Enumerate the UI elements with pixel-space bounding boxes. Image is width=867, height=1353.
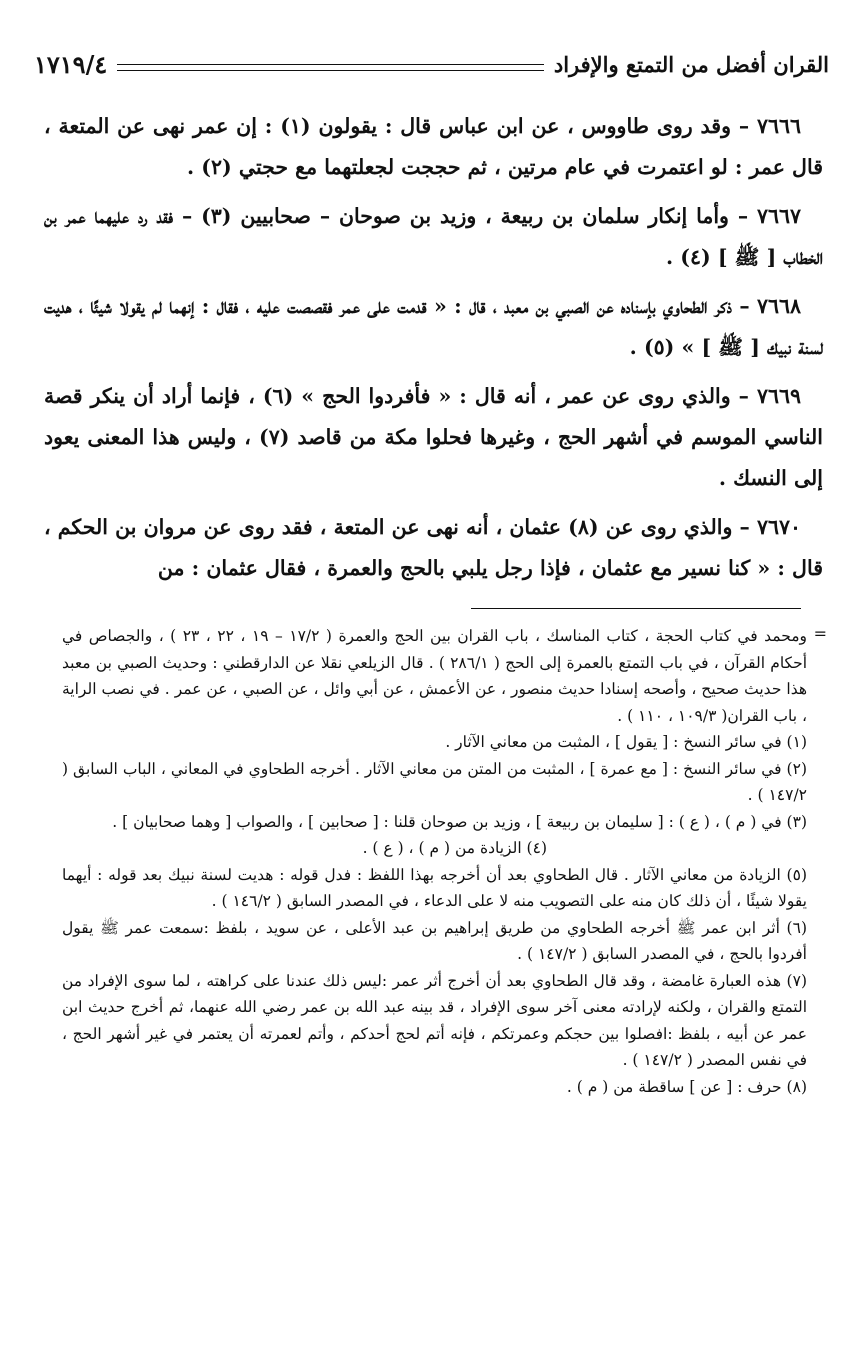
footnote-8: (٨) حرف : [ عن ] ساقطة من ( م ) . <box>566 1077 807 1096</box>
footnote-6: (٦) أثر ابن عمر ﷺ أخرجه الطحاوي من طريق إبراهيم بن عبد الأعلى ، عن سويد ، بلفظ :سمعت عمر ﷺ يقول أفردوا بالحج ، في المصدر السابق ( ١٤٧/٢ ) . <box>62 918 807 963</box>
footnote-separator <box>471 608 801 609</box>
page-header <box>34 44 829 84</box>
footnote-4: (٤) الزيادة من ( م ) ، ( ع ) . <box>362 839 547 857</box>
main-text <box>44 106 823 597</box>
footnote-continuation-mark: = <box>813 624 827 643</box>
footnote-3: (٣) في ( م ) ، ( ع ) : [ سليمان بن ربيعة ] ، وزيد بن صوحان قلنا : [ صحابين ] ، والصواب [ وهما صحابيان ] . <box>112 812 807 831</box>
page-number: ١٧١٩/٤ <box>34 49 108 79</box>
running-title: القران أفضل من التمتع والإفراد <box>553 51 829 77</box>
footnote-7: (٧) هذه العبارة غامضة ، وقد قال الطحاوي بعد أن أخرج أثر عمر :ليس ذلك عندنا على كراهته ، لما سوى الإفراد من التمتع والقران ، ولكنه لإرادته معنى آخر سوى الإفراد ، قد بينه عبد الله بن عمر رضي الله عنهما، ثم أخرج حديث ابن عمر عن أبيه ، بلفظ :افصلوا بين حجكم وعمرتكم ، فإنه أتم لحج أحدكم ، وأتم لعمرته أن يعتمر في غير أشهر الحج ، في نفس المصدر ( ١٤٧/٢ ) . <box>62 971 807 1069</box>
footnote-continued: ومحمد في كتاب الحجة ، كتاب المناسك ، باب القران بين الحج والعمرة ( ١٧/٢ – ١٩ ، ٢٢ ، ٢٣ ) ، والجصاص في أحكام القرآن ، في باب التمتع بالعمرة إلى الحج ( ٢٨٦/١ ) . قال الزيلعي نقلا عن الدارقطني : وحديث الصبي بن معبد هذا حديث صحيح ، وأصحه إسنادا حديث منصور ، عن الأعمش ، عن أبي وائل ، عن الصبي ، عن عمر . في نصب الراية ، باب القران( ١٠٩/٣ ، ١١٠ ) . <box>62 627 808 725</box>
paragraph-7669: ٧٦٦٩ – والذي روى عن عمر ، أنه قال : « فأفردوا الحج » (٦) ، فإنما أراد أن ينكر قصة الناسي الموسم في أشهر الحج ، وغيرها فحلوا مكة من قاصد (٧) ، وليس هذا المعنى يعود إلى النسك . <box>44 384 823 490</box>
footnote-1: (١) في سائر النسخ : [ يقول ] ، المثبت من معاني الآثار . <box>445 733 807 751</box>
header-double-rule <box>117 64 544 71</box>
paragraph-7668: ٧٦٦٨ – ذكر الطحاوي بإسناده عن الصبي بن معبد ، قال : « قدمت على عمر فقصصت عليه ، فقال : إنهما لم يقولا شيئًا ، هديت لسنة نبيك [ ﷺ ] » (٥) . <box>44 294 823 359</box>
paragraph-7667: ٧٦٦٧ – وأما إنكار سلمان بن ربيعة ، وزيد بن صوحان – صحابيين (٣) – فقد رد عليهما عمر بن الخطاب [ ﷺ ] (٤) . <box>44 204 823 269</box>
paragraph-7670: ٧٦٧٠ – والذي روى عن (٨) عثمان ، أنه نهى عن المتعة ، فقد روى عن مروان بن الحكم ، قال : « كنا نسير مع عثمان ، فإذا رجل يلبي بالحج والعمرة ، فقال عثمان : من <box>44 515 823 580</box>
footnotes <box>62 623 807 1100</box>
footnote-5: (٥) الزيادة من معاني الآثار . قال الطحاوي بعد أن أخرجه بهذا اللفظ : فدل قوله : هديت لسنة نبيك بعد قوله : أيهما يقولا شيئًا ، أن ذلك كان منه على التصويب منه لا على الدعاء ، في المصدر السابق ( ١٤٦/٢ ) . <box>62 865 807 910</box>
paragraph-7666: ٧٦٦٦ – وقد روى طاووس ، عن ابن عباس قال : يقولون (١) : إن عمر نهى عن المتعة ، قال عمر : لو اعتمرت في عام مرتين ، ثم حججت لجعلتهما مع حجتي (٢) . <box>44 114 823 179</box>
footnote-2: (٢) في سائر النسخ : [ مع عمرة ] ، المثبت من المتن من معاني الآثار . أخرجه الطحاوي في المعاني ، الباب السابق ( ١٤٧/٢ ) . <box>62 759 807 804</box>
